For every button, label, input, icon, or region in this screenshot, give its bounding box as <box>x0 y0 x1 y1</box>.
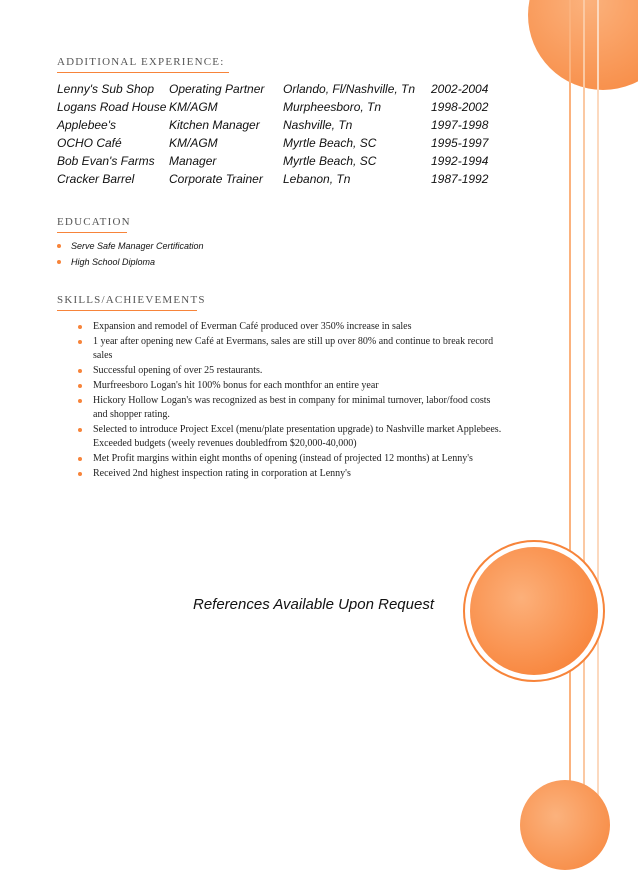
experience-employer: Logans Road House <box>57 99 167 114</box>
experience-employer: Cracker Barrel <box>57 171 135 186</box>
list-item <box>75 423 505 451</box>
table-row <box>57 116 491 134</box>
experience-location: Lebanon, Tn <box>283 171 351 186</box>
experience-location: Nashville, Tn <box>283 117 353 132</box>
table-row <box>57 134 491 152</box>
experience-position: KM/AGM <box>169 99 218 114</box>
experience-years: 1992-1994 <box>431 153 489 168</box>
experience-years: 1987-1992 <box>431 171 489 186</box>
skill-item: Hickory Hollow Logan's was recognized as best in company for minimal turnover, labor/food costs and shopper rating. <box>93 395 491 420</box>
decorative-line <box>569 0 571 826</box>
list-item <box>75 364 505 378</box>
experience-years: 2002-2004 <box>431 81 489 96</box>
list-item <box>75 452 505 466</box>
experience-location: Myrtle Beach, SC <box>283 153 377 168</box>
list-item <box>75 320 505 334</box>
list-item <box>75 394 505 422</box>
skill-item: Selected to introduce Project Excel (menu/plate presentation upgrade) to Nashville market Applebees. Exceeded budgets (weely revenues doubledfrom $20,000-40,000) <box>93 424 502 449</box>
list-item <box>75 467 505 481</box>
experience-position: Kitchen Manager <box>169 117 260 132</box>
experience-employer: Lenny's Sub Shop <box>57 81 155 96</box>
experience-employer: Applebee's <box>57 117 117 132</box>
table-row <box>57 98 491 116</box>
decorative-line <box>597 0 599 826</box>
bullet-icon <box>78 399 82 403</box>
bullet-icon <box>78 457 82 461</box>
additional-experience-title: ADDITIONAL EXPERIENCE: <box>57 56 225 68</box>
skill-item: Received 2nd highest inspection rating in corporation at Lenny's <box>93 468 351 479</box>
experience-employer: Bob Evan's Farms <box>57 153 155 168</box>
education-list <box>57 238 204 270</box>
decorative-circle-large <box>470 547 598 675</box>
experience-position: KM/AGM <box>169 135 218 150</box>
list-item <box>57 238 204 254</box>
list-item <box>57 254 204 270</box>
bullet-icon <box>78 340 82 344</box>
decorative-circle-bottom <box>520 780 610 870</box>
skill-item: Murfreesboro Logan's hit 100% bonus for each monthfor an entire year <box>93 380 379 391</box>
education-item: Serve Safe Manager Certification <box>71 241 204 251</box>
list-item <box>75 335 505 363</box>
experience-location: Murpheesboro, Tn <box>283 99 382 114</box>
bullet-icon <box>78 472 82 476</box>
experience-employer: OCHO Café <box>57 135 122 150</box>
experience-position: Manager <box>169 153 217 168</box>
experience-location: Orlando, Fl/Nashville, Tn <box>283 81 416 96</box>
bullet-icon <box>78 384 82 388</box>
bullet-icon <box>78 369 82 373</box>
table-row <box>57 152 491 170</box>
section-rule <box>57 72 229 73</box>
table-row <box>57 170 491 188</box>
decorative-line <box>583 0 585 826</box>
table-row <box>57 80 491 98</box>
experience-years: 1997-1998 <box>431 117 489 132</box>
skills-list <box>75 320 505 482</box>
experience-position: Operating Partner <box>169 81 265 96</box>
section-rule <box>57 232 127 233</box>
experience-position: Corporate Trainer <box>169 171 263 186</box>
skills-title: SKILLS/ACHIEVEMENTS <box>57 294 206 306</box>
references-note: References Available Upon Request <box>193 596 434 613</box>
experience-table <box>57 80 491 188</box>
experience-years: 1998-2002 <box>431 99 489 114</box>
education-item: High School Diploma <box>71 257 156 267</box>
bullet-icon <box>78 428 82 432</box>
bullet-icon <box>57 260 61 264</box>
skill-item: 1 year after opening new Café at Evermans, sales are still up over 80% and continue to break record sales <box>93 336 494 361</box>
experience-years: 1995-1997 <box>431 135 489 150</box>
bullet-icon <box>78 325 82 329</box>
experience-location: Myrtle Beach, SC <box>283 135 377 150</box>
list-item <box>75 379 505 393</box>
bullet-icon <box>57 244 61 248</box>
skill-item: Expansion and remodel of Everman Café produced over 350% increase in sales <box>93 321 412 332</box>
skill-item: Successful opening of over 25 restaurants. <box>93 365 263 376</box>
education-title: EDUCATION <box>57 216 131 228</box>
section-rule <box>57 310 197 311</box>
skill-item: Met Profit margins within eight months of opening (instead of projected 12 months) at Lenny's <box>93 453 473 464</box>
